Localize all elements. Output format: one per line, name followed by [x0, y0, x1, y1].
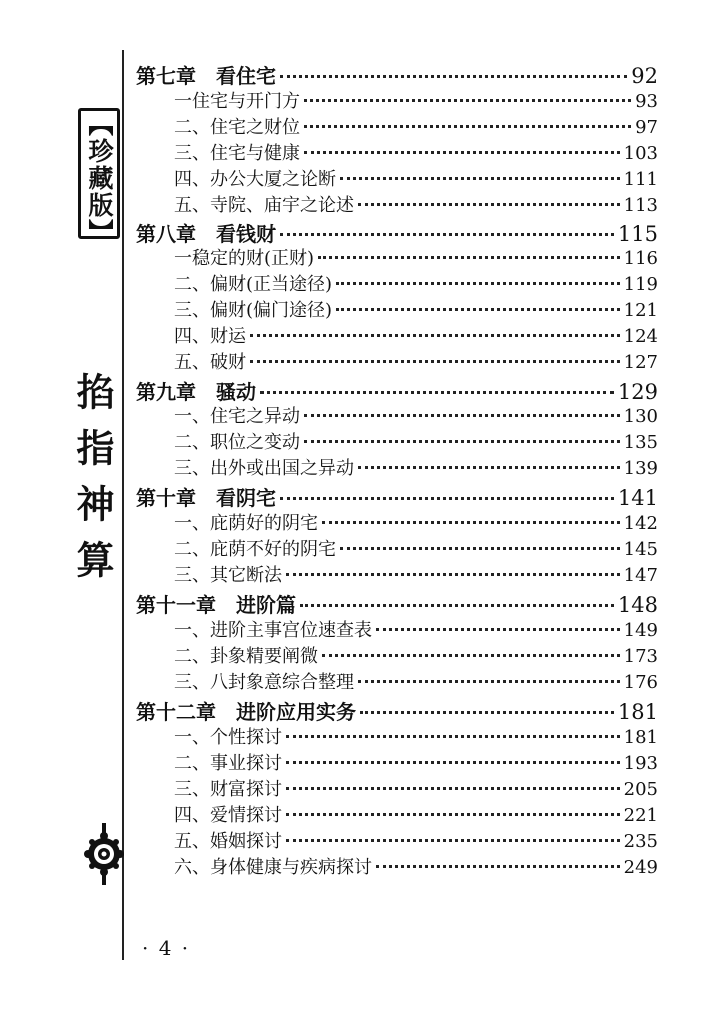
dot-leader	[280, 233, 614, 236]
edition-label: 【珍藏版】	[85, 111, 114, 246]
toc-section-row	[136, 244, 658, 270]
toc-page-number: 93	[635, 91, 658, 112]
toc-section-row	[136, 191, 658, 217]
toc-section-row	[136, 535, 658, 561]
toc-section-row	[136, 616, 658, 642]
toc-entry-title: 一、个性探讨	[174, 727, 282, 748]
toc-entry-title: 三、出外或出国之异动	[174, 458, 354, 479]
toc-entry-title: 三、住宅与健康	[174, 143, 300, 164]
toc-section-row	[136, 454, 658, 480]
dot-leader	[318, 256, 620, 259]
toc-page-number: 115	[617, 222, 658, 246]
dot-leader	[340, 547, 620, 550]
dot-leader	[286, 787, 620, 790]
toc-section-row	[136, 402, 658, 428]
toc-entry-title: 第九章 骚动	[136, 380, 256, 404]
toc-entry-title: 三、其它断法	[174, 565, 282, 586]
toc-page-number: 148	[617, 593, 658, 617]
toc-section-row	[136, 348, 658, 374]
dot-leader	[286, 839, 620, 842]
toc-page-number: 127	[623, 352, 658, 373]
toc-page-number: 139	[623, 458, 658, 479]
dot-leader	[286, 813, 620, 816]
dot-leader	[300, 604, 614, 607]
dot-leader	[304, 151, 620, 154]
toc-entry-title: 二、庇荫不好的阴宅	[174, 539, 336, 560]
toc-page-number: 173	[623, 646, 658, 667]
toc-page-number: 193	[623, 753, 658, 774]
toc-section-row	[136, 139, 658, 165]
toc-entry-title: 三、偏财(偏门途径)	[174, 300, 333, 321]
toc-section-row	[136, 270, 658, 296]
toc-section-row	[136, 113, 658, 139]
toc-page-number: 135	[623, 432, 658, 453]
dot-leader	[358, 680, 620, 683]
toc-entry-title: 一稳定的财(正财)	[174, 248, 315, 269]
toc-entry-title: 二、卦象精要阐微	[174, 646, 318, 667]
toc-entry-title: 五、破财	[174, 352, 246, 373]
dot-leader	[286, 761, 620, 764]
toc-chapter-row	[136, 589, 658, 615]
ornament-icon	[82, 823, 126, 885]
dot-leader	[280, 497, 614, 500]
toc-section-row	[136, 87, 658, 113]
page-number: · 4 ·	[142, 936, 191, 960]
toc-page-number: 147	[623, 565, 658, 586]
toc-page-number: 121	[623, 300, 658, 321]
toc-entry-title: 二、住宅之财位	[174, 117, 300, 138]
dot-leader	[336, 308, 620, 311]
toc-entry-title: 二、事业探讨	[174, 753, 282, 774]
toc-entry-title: 三、财富探讨	[174, 779, 282, 800]
toc-chapter-row	[136, 696, 658, 722]
toc-chapter-row	[136, 376, 658, 402]
toc-page-number: 141	[617, 486, 658, 510]
dot-leader	[358, 203, 620, 206]
dot-leader	[250, 360, 620, 363]
toc-entry-title: 二、偏财(正当途径)	[174, 274, 333, 295]
dot-leader	[286, 573, 620, 576]
dot-leader	[340, 177, 620, 180]
toc-entry-title: 第十二章 进阶应用实务	[136, 700, 356, 724]
toc-page-number: 181	[617, 700, 658, 724]
toc-entry-title: 第十章 看阴宅	[136, 486, 276, 510]
dot-leader	[358, 466, 620, 469]
toc-page-number: 176	[623, 672, 658, 693]
toc-section-row	[136, 561, 658, 587]
dot-leader	[304, 440, 620, 443]
toc-page-number: 249	[623, 857, 658, 878]
dot-leader	[304, 125, 631, 128]
toc-page-number: 113	[623, 195, 658, 216]
toc-entry-title: 四、办公大厦之论断	[174, 169, 336, 190]
toc-chapter-row	[136, 482, 658, 508]
toc-page-number: 124	[623, 326, 658, 347]
toc-section-row	[136, 668, 658, 694]
toc-page-number: 181	[623, 727, 658, 748]
toc-section-row	[136, 801, 658, 827]
toc-page-number: 97	[635, 117, 658, 138]
dot-leader	[322, 521, 620, 524]
dot-leader	[322, 654, 620, 657]
dot-leader	[286, 735, 620, 738]
toc-entry-title: 一、进阶主事宫位速查表	[174, 620, 372, 641]
toc-entry-title: 六、身体健康与疾病探讨	[174, 857, 372, 878]
dot-leader	[250, 334, 620, 337]
dot-leader	[304, 414, 620, 417]
dot-leader	[360, 711, 614, 714]
dot-leader	[280, 75, 627, 78]
dot-leader	[304, 99, 631, 102]
toc-section-row	[136, 165, 658, 191]
toc-entry-title: 五、婚姻探讨	[174, 831, 282, 852]
toc-page-number: 116	[623, 248, 658, 269]
toc-chapter-row	[136, 60, 658, 86]
toc-entry-title: 一住宅与开门方	[174, 91, 300, 112]
toc-entry-title: 第七章 看住宅	[136, 64, 276, 88]
book-title: 掐指神算	[70, 372, 114, 596]
toc-page-number: 92	[631, 64, 658, 88]
toc-entry-title: 第八章 看钱财	[136, 222, 276, 246]
toc-page-number: 111	[623, 169, 658, 190]
toc-entry-title: 四、财运	[174, 326, 246, 347]
toc-section-row	[136, 642, 658, 668]
toc-page-number: 149	[623, 620, 658, 641]
dot-leader	[260, 391, 614, 394]
toc-page-number: 235	[623, 831, 658, 852]
toc-section-row	[136, 775, 658, 801]
toc-section-row	[136, 322, 658, 348]
toc-section-row	[136, 853, 658, 879]
toc-entry-title: 五、寺院、庙宇之论述	[174, 195, 354, 216]
toc-entry-title: 二、职位之变动	[174, 432, 300, 453]
toc-page-number: 103	[623, 143, 658, 164]
toc-page-number: 142	[623, 513, 658, 534]
toc-entry-title: 四、爱情探讨	[174, 805, 282, 826]
toc-section-row	[136, 428, 658, 454]
toc-entry-title: 三、八封象意综合整理	[174, 672, 354, 693]
toc-entry-title: 一、住宅之异动	[174, 406, 300, 427]
toc-page-number: 205	[623, 779, 658, 800]
toc-section-row	[136, 509, 658, 535]
dot-leader	[376, 628, 620, 631]
toc-entry-title: 一、庇荫好的阴宅	[174, 513, 318, 534]
toc-section-row	[136, 827, 658, 853]
toc-page-number: 130	[623, 406, 658, 427]
dot-leader	[336, 282, 620, 285]
toc-page-number: 145	[623, 539, 658, 560]
toc-section-row	[136, 723, 658, 749]
toc-page-number: 129	[617, 380, 658, 404]
dot-leader	[376, 865, 620, 868]
toc-section-row	[136, 749, 658, 775]
toc-page-number: 119	[623, 274, 658, 295]
toc-section-row	[136, 296, 658, 322]
toc-page-number: 221	[623, 805, 658, 826]
toc-entry-title: 第十一章 进阶篇	[136, 593, 296, 617]
edition-badge	[78, 108, 120, 246]
toc-chapter-row	[136, 218, 658, 244]
